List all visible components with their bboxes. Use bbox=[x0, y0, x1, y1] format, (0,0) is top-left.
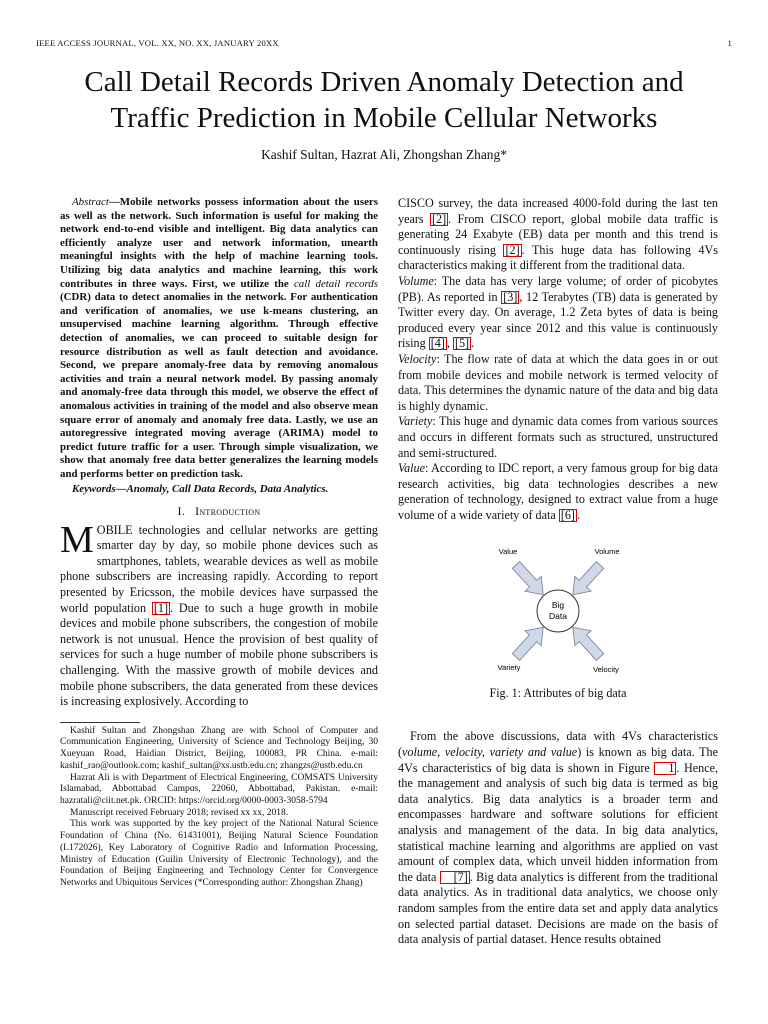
intro-text-a: OBILE technologies and cellular networks are getting smarter day by day, so mobile phone devices such as smartphones, tablets, wearable devices as well as mobile phone subscribers are increasing rapidly. According to report presented by Ericsson, the mobile devices have surpassed the world population bbox=[60, 522, 378, 615]
paragraph-velocity bbox=[398, 352, 718, 414]
figure-caption: Fig. 1: Attributes of big data bbox=[489, 686, 627, 701]
footnote-funding: This work was supported by the key project of the National Natural Science Foundation of China (No. 61431001), Beijing Natural Science Foundation (L172026), Key Laboratory of Cognitive Radio and Information Processing, Ministry of Education (Guilin University of Electronic Technology), and the Foundation of Beijing Engineering and Technology Center for Convergence Networks and Ubiquitous Services (*Corresponding author: Zhongshan Zhang) bbox=[60, 819, 378, 888]
paragraph-cisco bbox=[398, 196, 718, 274]
author-list: Kashif Sultan, Hazrat Ali, Zhongshan Zhang* bbox=[261, 147, 507, 162]
abstract bbox=[60, 196, 378, 481]
footnote-rule bbox=[60, 722, 140, 723]
journal-running-title: IEEE ACCESS JOURNAL, VOL. XX, NO. XX, JANUARY 20XX bbox=[36, 38, 279, 48]
text-run: . Big data analytics is different from the traditional data analytics. As in traditional data analytics, we choose only random samples from the entire data set and apply data analytics on selected partial dataset. Decisions are made on the basis of data analysis of partial dataset. Hence results obtained bbox=[398, 869, 718, 947]
citation-link[interactable]: [7] bbox=[440, 871, 470, 884]
paragraph-big-data-analytics bbox=[398, 729, 718, 947]
abstract-text-b: (CDR) data to detect anomalies in the network. For authentication and verification of anomalies, we use k-means clustering, an unsupervised machine learning algorithm. Through effective detection of anomalies, we can proceed to suitable design for resource distribution as well as fault detection and avoidance. Second, we prepare anomaly-free data by removing anomalous activities and train a neural network model. By passing anomaly and anomaly-free data through this model, we observe the effect of anomalous activities in training of the model and also observe mean square error of anomaly and anomaly free data. Lastly, we use an autoregressive integrated moving average (ARIMA) model to predict future traffic for a user. Through simple visualization, we show that anomaly free data better generalizes the learning models and performs better on prediction task. bbox=[60, 291, 378, 480]
citation-link[interactable]: [4] bbox=[430, 336, 445, 351]
text-run: . bbox=[576, 507, 581, 522]
text-run: . bbox=[471, 336, 475, 351]
citation-link[interactable]: [1] bbox=[153, 600, 169, 615]
center-line-2: Data bbox=[549, 611, 567, 622]
label-velocity: Velocity bbox=[593, 665, 619, 675]
footnote-affiliation-2: Hazrat Ali is with Department of Electrical Engineering, COMSATS University Islamabad, Abbottabad Campus, 22060, Abbottabad, Pakistan. e-mail: hazratali@ciit.net.pk. ORCID: https://orcid.org/0000-0003-3058-5794 bbox=[60, 772, 378, 806]
label-variety: Variety bbox=[497, 663, 521, 673]
text-run: From the above discussions, data with 4Vs characteristics ( bbox=[398, 729, 718, 760]
paragraph-value bbox=[398, 461, 718, 523]
footnote-affiliation-1: Kashif Sultan and Zhongshan Zhang are with School of Computer and Communication Engineering, University of Science and Technology Beijing, 30 Xueyuan Road, Haidian District, Beijing, 100083, PR China. e-mail: kashif_rao@outlook.com; kashif_sultan@xs.ustb.edu.cn; zhangzs@ustb.edu.cn bbox=[60, 725, 378, 771]
text-run: . This huge data has following 4Vs characteristics making it different from the traditional data. bbox=[398, 242, 718, 273]
right-column bbox=[398, 196, 718, 948]
text-run: : The flow rate of data at which the data goes in or out from mobile devices and mobile network is termed velocity of data. This determines the dynamic nature of the data and big data is highly dynamic. bbox=[398, 351, 718, 413]
intro-text-b: . Due to such a huge growth in mobile devices and mobile phone subscribers, the congestion of mobile network is not unusual. Hence the provision of best quality of services for such a huge number of mobile phone subscribers is challenging. With the massive growth of mobile devices and mobile phone subscribers, the data generated from these devices is increasing explosively. According to bbox=[60, 600, 378, 709]
center-line-1: Big bbox=[551, 600, 565, 611]
label-value: Value bbox=[498, 547, 518, 557]
text-run: . From CISCO report, global mobile data traffic is generating 24 Exabyte (EB) data per month and this trend is continuously rising bbox=[398, 211, 718, 257]
drop-cap: M bbox=[60, 518, 94, 561]
term-variety: Variety bbox=[398, 414, 433, 429]
left-column bbox=[60, 196, 378, 890]
abstract-dash: — bbox=[108, 196, 120, 208]
footnotes bbox=[60, 726, 378, 890]
section-title: Introduction bbox=[195, 504, 261, 519]
text-run: , bbox=[446, 336, 453, 351]
term-velocity: Velocity bbox=[398, 351, 437, 366]
arrow-volume bbox=[573, 562, 604, 595]
page-number: 1 bbox=[727, 38, 732, 48]
abstract-italic-term: call detail records bbox=[293, 277, 378, 290]
term-value: Value bbox=[398, 461, 425, 476]
title-line-2: Traffic Prediction in Mobile Cellular Networks bbox=[110, 102, 658, 134]
running-head bbox=[36, 38, 732, 48]
citation-link[interactable]: [2] bbox=[431, 211, 447, 226]
paragraph-volume bbox=[398, 274, 718, 352]
citation-link[interactable]: [6] bbox=[560, 507, 575, 522]
footnote-manuscript: Manuscript received February 2018; revised xx xx, 2018. bbox=[70, 807, 289, 818]
paper-title bbox=[36, 64, 732, 136]
figure-big-data-attributes bbox=[398, 541, 718, 711]
citation-link[interactable]: [2] bbox=[505, 242, 520, 257]
text-run: . Hence, the management and analysis of such big data is termed as big data analytics. Big data analytics is a broader term and encompasses hardware and software solutions for efficient analysis and management of the data. In big data analytics, statistical machine learning and algorithms are applied on vast amount of complex data, which unveil hidden information from the data bbox=[398, 760, 719, 884]
citation-link[interactable]: [5] bbox=[454, 336, 470, 351]
term-volume: Volume bbox=[398, 273, 434, 288]
text-run: : This huge and dynamic data comes from various sources and occurs in different formats such as structured, unstructured and semi-structured. bbox=[398, 414, 718, 460]
section-numeral: I. bbox=[177, 504, 186, 519]
text-run: : According to IDC report, a very famous group for big data research activities, big data technologies describes a new generation of technology, designed to extract value from a huge volume of a wide variety of data bbox=[398, 461, 718, 522]
text-run: : The data has very large volume; of order of picobytes (PB). As reported in bbox=[398, 273, 718, 304]
intro-paragraph bbox=[60, 518, 378, 710]
big-data-diagram bbox=[398, 541, 718, 681]
label-volume: Volume bbox=[594, 547, 620, 557]
text-run-italic: volume, velocity, variety and value bbox=[402, 745, 578, 760]
arrow-variety bbox=[512, 628, 543, 661]
section-heading-introduction bbox=[60, 504, 378, 520]
text-run: ) is known as big data. The 4Vs characteristics of big data is shown in Figure bbox=[398, 745, 718, 775]
title-line-1: Call Detail Records Driven Anomaly Detection and bbox=[84, 66, 684, 98]
keywords: Keywords—Anomaly, Call Data Records, Data Analytics. bbox=[72, 483, 329, 496]
arrow-value bbox=[512, 562, 543, 595]
paragraph-variety bbox=[398, 414, 718, 461]
arrow-velocity bbox=[573, 628, 604, 661]
abstract-text-a: Mobile networks possess information about the users as well as the network. Such information is useful for making the network end-to-end visible and intelligent. Big data analytics can efficiently analyze user and network information, unearth meaningful insights with the help of machine learning tools. Utilizing big data analytics and machine learning, this work contributes in three ways. First, we utilize the bbox=[60, 196, 378, 290]
abstract-label: Abstract bbox=[72, 196, 109, 208]
text-run: CISCO survey, the data increased 4000-fold during the last ten years bbox=[398, 196, 718, 226]
citation-link[interactable]: [3] bbox=[503, 289, 518, 304]
text-run: , 12 Terabytes (TB) data is generated by Twitter every day. On average, 1.2 Zeta bytes of data is being produced every year since 2012 and this value is continuously rising bbox=[398, 289, 718, 351]
figure-reference-link[interactable]: 1 bbox=[654, 762, 676, 775]
